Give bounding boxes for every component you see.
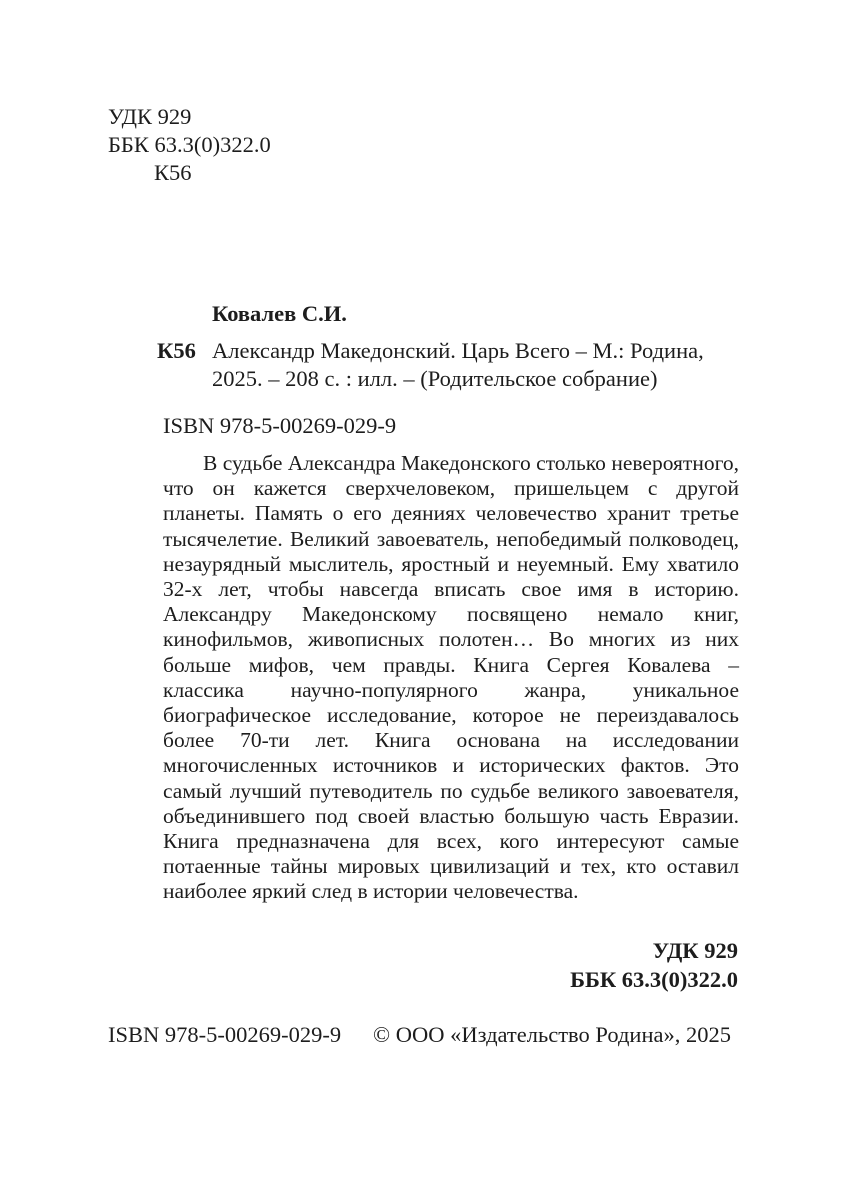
annotation-text: В судьбе Александра Македонского столько невероятного, что он кажется сверхчеловеком, пришельцем с другой планеты. Память о его деяниях человечество хранит третье тысячелетие. Великий завоеватель, непобедимый полководец, незаурядный мыслитель, яростный и неуемный. Ему хватило 32-х лет, чтобы навсегда вписать свое имя в историю. Александру Македонскому посвящено немало книг, кинофильмов, живописных полотен… Во многих из них больше мифов, чем правды. Книга Сергея Ковалева – классика научно-популярного жанра, уникальное биографическое исследование, которое не переиздавалось более 70-ти лет. Книга основана на исследовании многочисленных источников и исторических фактов. Это самый лучший путеводитель по судьбе великого завоевателя, объединившего под своей властью большую часть Евразии. Книга предназначена для всех, кого интересуют самые потаенные тайны мировых цивилизаций и тех, кто оставил наиболее яркий след в истории человечества. xyxy=(163,451,739,904)
author-name: Ковалев С.И. xyxy=(212,301,347,326)
udk-code-bottom: УДК 929 xyxy=(652,938,738,963)
publisher-copyright: © ООО «Издательство Родина», 2025 xyxy=(373,1022,731,1047)
author-sign-code-top: К56 xyxy=(154,160,192,185)
bibliographic-entry xyxy=(157,337,743,393)
udk-code-top: УДК 929 xyxy=(108,104,192,129)
isbn-number-bottom: ISBN 978-5-00269-029-9 xyxy=(108,1022,342,1047)
isbn-number-top: ISBN 978-5-00269-029-9 xyxy=(163,413,397,438)
classification-block-top xyxy=(108,103,271,187)
bib-author-sign-code: К56 xyxy=(157,338,196,363)
imprint-footer-line xyxy=(0,1022,846,1052)
bbk-code-top: ББК 63.3(0)322.0 xyxy=(108,132,271,157)
classification-block-bottom xyxy=(570,936,738,994)
bib-description: Александр Македонский. Царь Всего – М.: Родина, 2025. – 208 с. : илл. – (Родительское собрание) xyxy=(212,338,704,391)
bbk-code-bottom: ББК 63.3(0)322.0 xyxy=(570,967,738,992)
